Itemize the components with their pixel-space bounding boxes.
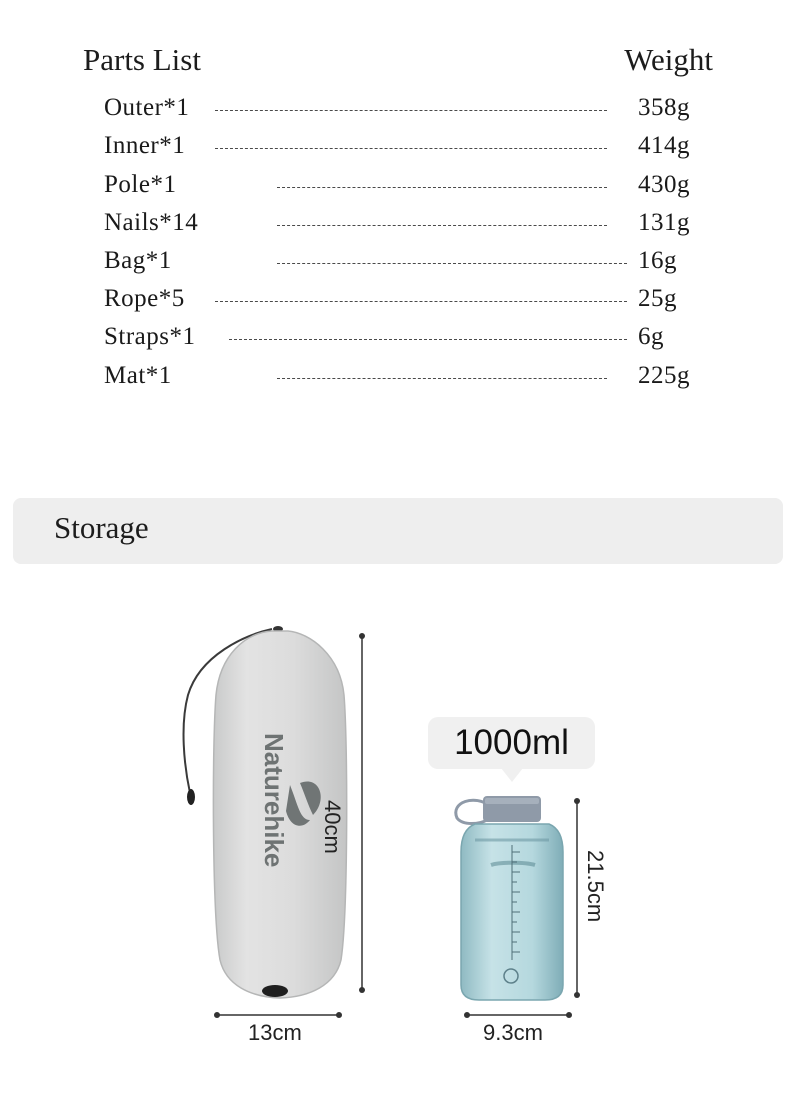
dotted-leader bbox=[215, 301, 627, 302]
brand-wordmark: Naturehike bbox=[259, 733, 289, 868]
part-row bbox=[0, 280, 800, 318]
dotted-leader bbox=[215, 148, 607, 149]
part-weight: 358g bbox=[638, 94, 690, 121]
part-row bbox=[0, 357, 800, 395]
bottom-toggle-icon bbox=[262, 985, 288, 997]
dotted-leader bbox=[229, 339, 627, 340]
part-name: Straps*1 bbox=[104, 323, 196, 350]
part-row bbox=[0, 242, 800, 280]
part-row bbox=[0, 318, 800, 356]
capacity-callout bbox=[428, 717, 595, 769]
parts-list-header: Parts List bbox=[83, 42, 201, 77]
part-name: Outer*1 bbox=[104, 94, 190, 121]
bag-height-label: 40cm bbox=[320, 800, 345, 854]
dotted-leader bbox=[277, 378, 607, 379]
part-name: Mat*1 bbox=[104, 362, 172, 389]
part-weight: 6g bbox=[638, 323, 664, 350]
capacity-label: 1000ml bbox=[454, 723, 569, 762]
weight-header: Weight bbox=[624, 42, 713, 77]
storage-banner bbox=[13, 498, 783, 564]
part-weight: 225g bbox=[638, 362, 690, 389]
dotted-leader bbox=[277, 263, 627, 264]
bag-width-label: 13cm bbox=[248, 1020, 302, 1045]
part-row bbox=[0, 127, 800, 165]
cord-lock-icon bbox=[187, 789, 195, 805]
part-name: Nails*14 bbox=[104, 209, 199, 236]
part-name: Pole*1 bbox=[104, 171, 177, 198]
part-weight: 430g bbox=[638, 171, 690, 198]
part-row bbox=[0, 204, 800, 242]
bottle-height-label: 21.5cm bbox=[583, 850, 608, 923]
dotted-leader bbox=[277, 187, 607, 188]
part-row bbox=[0, 166, 800, 204]
dotted-leader bbox=[277, 225, 607, 226]
storage-title: Storage bbox=[54, 510, 149, 545]
part-name: Rope*5 bbox=[104, 285, 185, 312]
part-name: Inner*1 bbox=[104, 132, 186, 159]
part-row bbox=[0, 89, 800, 127]
bag-height-dimension-line bbox=[355, 632, 369, 994]
part-weight: 131g bbox=[638, 209, 690, 236]
part-weight: 414g bbox=[638, 132, 690, 159]
dotted-leader bbox=[215, 110, 607, 111]
part-name: Bag*1 bbox=[104, 247, 172, 274]
part-weight: 25g bbox=[638, 285, 677, 312]
water-bottle-illustration bbox=[445, 790, 575, 1005]
bottle-width-label: 9.3cm bbox=[483, 1020, 543, 1045]
part-weight: 16g bbox=[638, 247, 677, 274]
